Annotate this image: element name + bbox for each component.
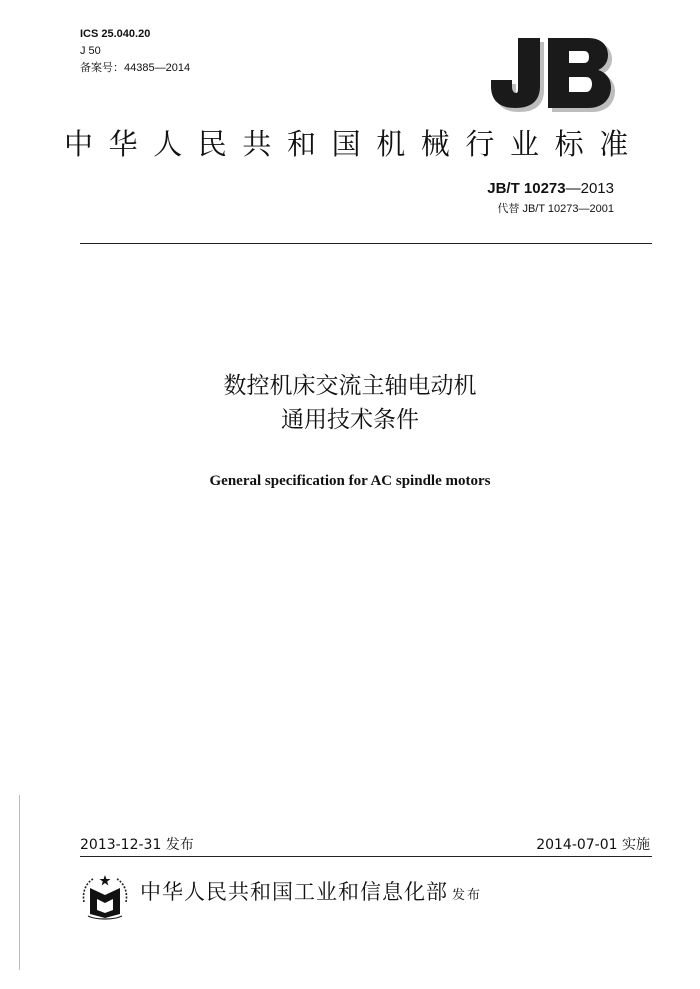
title-line-1: 数控机床交流主轴电动机 (223, 373, 477, 399)
standard-number-year: —2013 (565, 180, 614, 197)
ics-code: ICS 25.040.20 (80, 28, 151, 40)
scan-edge-line (19, 795, 20, 970)
issuer-name: 中华人民共和国工业和信息化部 (140, 880, 448, 904)
classification-block (80, 26, 190, 77)
issue-date: 2013-12-31 发布 (80, 837, 194, 853)
jb-logo (488, 36, 618, 114)
title-english: General specification for AC spindle motors (209, 473, 491, 489)
header-divider (80, 243, 652, 244)
standard-number-block (487, 180, 614, 216)
implementation-date: 2014-07-01 实施 (536, 837, 650, 853)
title-line-2: 通用技术条件 (281, 407, 419, 433)
issuer-suffix: 发布 (452, 888, 483, 903)
title-chinese (0, 369, 700, 437)
standard-number (487, 180, 614, 197)
standard-number-prefix: JB/T 10273 (487, 180, 566, 197)
filing-number: 备案号：44385—2014 (80, 62, 191, 74)
footer-divider (80, 856, 652, 857)
class-code: J 50 (80, 45, 101, 57)
replaces-standard: 代替 JB/T 10273—2001 (497, 203, 614, 215)
issuing-authority (140, 876, 482, 906)
standard-type-heading: 中华人民共和国机械行业标准 (64, 127, 644, 161)
ministry-emblem-icon (76, 872, 134, 922)
